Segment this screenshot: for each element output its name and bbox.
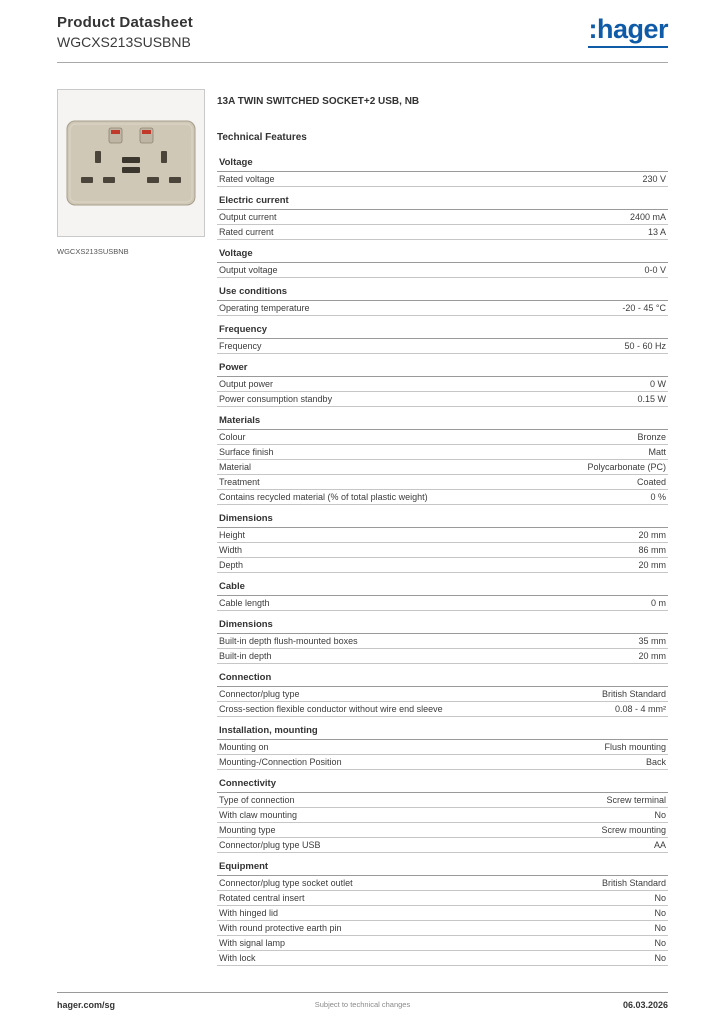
- spec-section: [217, 580, 668, 611]
- spec-label: Power consumption standby: [219, 394, 333, 404]
- spec-value: 0 %: [650, 492, 666, 502]
- header: [57, 14, 668, 63]
- spec-value: No: [654, 908, 666, 918]
- spec-row: [217, 951, 668, 966]
- spec-label: Frequency: [219, 341, 262, 351]
- spec-row: [217, 740, 668, 755]
- spec-value: No: [654, 810, 666, 820]
- spec-section-heading: Dimensions: [217, 618, 668, 634]
- spec-value: No: [654, 953, 666, 963]
- footer-note: Subject to technical changes: [314, 1000, 411, 1009]
- spec-row: [217, 172, 668, 187]
- spec-row: [217, 906, 668, 921]
- spec-section: [217, 361, 668, 407]
- spec-row: [217, 475, 668, 490]
- spec-row: [217, 543, 668, 558]
- spec-section: [217, 512, 668, 573]
- spec-section: [217, 247, 668, 278]
- hager-logo: :hager: [588, 16, 668, 48]
- spec-section-heading: Cable: [217, 580, 668, 596]
- spec-row: [217, 649, 668, 664]
- spec-value: Bronze: [637, 432, 666, 442]
- spec-section: [217, 285, 668, 316]
- spec-label: Output voltage: [219, 265, 278, 275]
- spec-value: 86 mm: [638, 545, 666, 555]
- product-image: [57, 89, 205, 237]
- spec-label: Rotated central insert: [219, 893, 305, 903]
- spec-column: [217, 89, 668, 966]
- spec-section: [217, 860, 668, 966]
- spec-label: Type of connection: [219, 795, 295, 805]
- product-name: 13A TWIN SWITCHED SOCKET+2 USB, NB: [217, 96, 420, 107]
- spec-row: [217, 339, 668, 354]
- twin-socket-illustration: [65, 119, 197, 207]
- spec-value: Coated: [636, 477, 666, 487]
- spec-value: 35 mm: [638, 636, 666, 646]
- spec-label: Rated current: [219, 227, 274, 237]
- spec-label: Rated voltage: [219, 174, 275, 184]
- spec-section-heading: Materials: [217, 414, 668, 430]
- spec-value: 2400 mA: [629, 212, 666, 222]
- spec-row: [217, 558, 668, 573]
- spec-row: [217, 634, 668, 649]
- spec-section-heading: Connectivity: [217, 777, 668, 793]
- spec-section: [217, 777, 668, 853]
- spec-section: [217, 618, 668, 664]
- spec-row: [217, 891, 668, 906]
- spec-value: 20 mm: [638, 651, 666, 661]
- spec-label: Height: [219, 530, 246, 540]
- spec-label: Connector/plug type socket outlet: [219, 878, 353, 888]
- spec-value: 0.08 - 4 mm²: [614, 704, 666, 714]
- spec-value: 0-0 V: [644, 265, 666, 275]
- spec-row: [217, 793, 668, 808]
- spec-label: Mounting-/Connection Position: [219, 757, 342, 767]
- spec-value: Back: [645, 757, 666, 767]
- spec-row: [217, 876, 668, 891]
- spec-row: [217, 430, 668, 445]
- spec-row: [217, 392, 668, 407]
- spec-section-heading: Frequency: [217, 323, 668, 339]
- spec-value: Matt: [648, 447, 666, 457]
- spec-row: [217, 210, 668, 225]
- spec-section-heading: Connection: [217, 671, 668, 687]
- spec-sections: [217, 156, 668, 966]
- spec-row: [217, 702, 668, 717]
- spec-label: Cross-section flexible conductor without wire end sleeve: [219, 704, 443, 714]
- spec-value: 20 mm: [638, 530, 666, 540]
- technical-features-heading: Technical Features: [217, 132, 307, 143]
- spec-value: 13 A: [647, 227, 666, 237]
- spec-section-heading: Dimensions: [217, 512, 668, 528]
- footer: [57, 992, 668, 1010]
- spec-label: With hinged lid: [219, 908, 279, 918]
- spec-label: Width: [219, 545, 243, 555]
- spec-value: -20 - 45 °C: [622, 303, 666, 313]
- spec-label: Treatment: [219, 477, 260, 487]
- footer-date: 06.03.2026: [622, 1000, 668, 1010]
- product-image-caption: WGCXS213SUSBNB: [57, 247, 129, 256]
- spec-label: With round protective earth pin: [219, 923, 342, 933]
- spec-label: Mounting on: [219, 742, 269, 752]
- spec-label: Output power: [219, 379, 274, 389]
- spec-row: [217, 921, 668, 936]
- spec-row: [217, 838, 668, 853]
- spec-value: 50 - 60 Hz: [624, 341, 666, 351]
- spec-row: [217, 225, 668, 240]
- spec-section-heading: Equipment: [217, 860, 668, 876]
- spec-label: Built-in depth: [219, 651, 272, 661]
- spec-value: 0 m: [650, 598, 666, 608]
- spec-label: Colour: [219, 432, 246, 442]
- footer-link[interactable]: hager.com/sg: [57, 1000, 116, 1010]
- spec-row: [217, 301, 668, 316]
- spec-label: Mounting type: [219, 825, 276, 835]
- spec-label: Contains recycled material (% of total plastic weight): [219, 492, 428, 502]
- spec-row: [217, 528, 668, 543]
- spec-row: [217, 460, 668, 475]
- page-title: Product Datasheet: [57, 14, 193, 31]
- spec-row: [217, 936, 668, 951]
- spec-label: Connector/plug type: [219, 689, 300, 699]
- spec-value: Polycarbonate (PC): [587, 462, 666, 472]
- spec-section-heading: Voltage: [217, 156, 668, 172]
- spec-section: [217, 323, 668, 354]
- spec-section: [217, 194, 668, 240]
- spec-section-heading: Voltage: [217, 247, 668, 263]
- spec-section-heading: Installation, mounting: [217, 724, 668, 740]
- spec-label: Cable length: [219, 598, 270, 608]
- spec-label: Material: [219, 462, 252, 472]
- product-code: WGCXS213SUSBNB: [57, 34, 191, 50]
- spec-label: Built-in depth flush-mounted boxes: [219, 636, 358, 646]
- spec-value: No: [654, 938, 666, 948]
- spec-value: 0.15 W: [637, 394, 666, 404]
- spec-value: 230 V: [642, 174, 666, 184]
- spec-value: No: [654, 923, 666, 933]
- spec-value: Flush mounting: [604, 742, 666, 752]
- spec-value: British Standard: [601, 689, 666, 699]
- spec-row: [217, 755, 668, 770]
- product-image-column: [57, 89, 205, 966]
- spec-section-heading: Power: [217, 361, 668, 377]
- spec-value: 20 mm: [638, 560, 666, 570]
- spec-row: [217, 687, 668, 702]
- spec-value: No: [654, 893, 666, 903]
- spec-value: Screw mounting: [601, 825, 666, 835]
- spec-label: Surface finish: [219, 447, 274, 457]
- spec-section-heading: Electric current: [217, 194, 668, 210]
- spec-section: [217, 414, 668, 505]
- spec-row: [217, 263, 668, 278]
- spec-section: [217, 724, 668, 770]
- spec-row: [217, 490, 668, 505]
- spec-label: With lock: [219, 953, 256, 963]
- spec-row: [217, 445, 668, 460]
- spec-row: [217, 823, 668, 838]
- spec-value: British Standard: [601, 878, 666, 888]
- spec-value: 0 W: [649, 379, 666, 389]
- spec-row: [217, 596, 668, 611]
- spec-label: With claw mounting: [219, 810, 298, 820]
- spec-label: Depth: [219, 560, 244, 570]
- spec-value: AA: [653, 840, 666, 850]
- spec-row: [217, 377, 668, 392]
- spec-label: Operating temperature: [219, 303, 310, 313]
- spec-row: [217, 808, 668, 823]
- spec-label: With signal lamp: [219, 938, 286, 948]
- main-content: [57, 89, 668, 966]
- spec-section: [217, 671, 668, 717]
- spec-section-heading: Use conditions: [217, 285, 668, 301]
- spec-value: Screw terminal: [606, 795, 666, 805]
- spec-label: Output current: [219, 212, 277, 222]
- spec-section: [217, 156, 668, 187]
- spec-label: Connector/plug type USB: [219, 840, 321, 850]
